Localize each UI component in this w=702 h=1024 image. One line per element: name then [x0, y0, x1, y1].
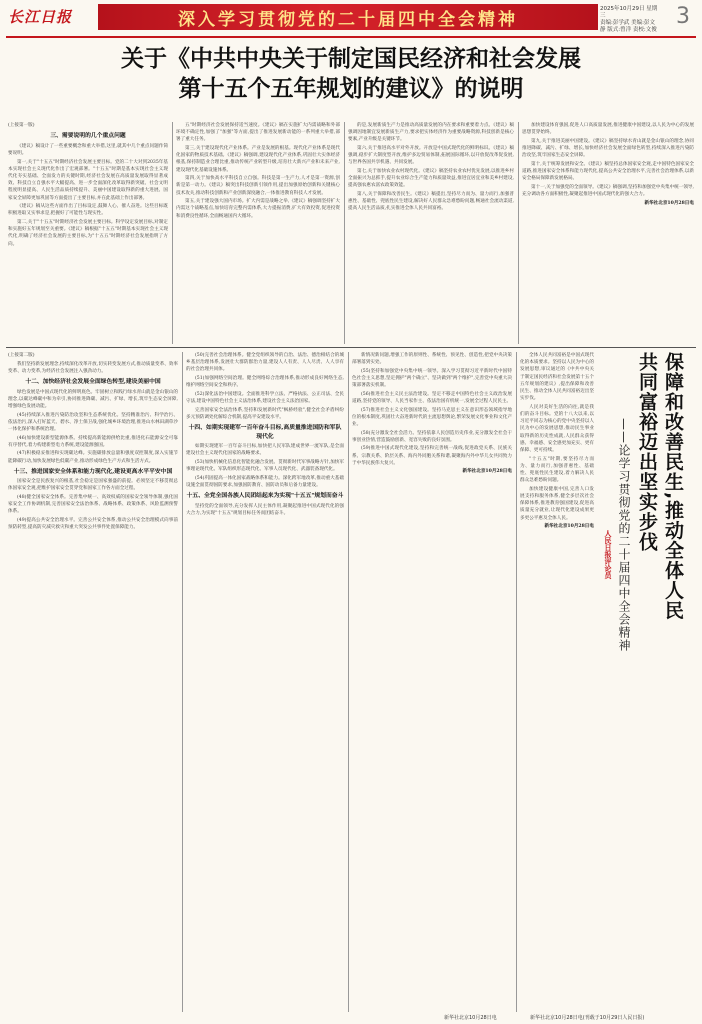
paragraph: (55)坚持和加强党中央集中统一领导。深入学习贯彻习近平新时代中国特色社会主义思想,坚定拥护"两个确立"、坚决做到"两个维护",完善党中央重大决策部署落实机制。: [352, 368, 512, 389]
paragraph: 坚持党的全面领导,充分发挥人民主体作用,凝聚起推进中国式现代化的强大合力,为实现"十五五"规划目标任务而团结奋斗。: [186, 503, 344, 516]
paragraph: 的是,发展新质生产力是推动高质量发展的内在要求和重要着力点。《建议》稿强调因地制宜发展新质生产力,要求把实体经济作为重要战略资源,科技创新是核心要素,产业升级是关键环节。: [348, 123, 514, 143]
masthead-logo: 长江日报: [8, 8, 73, 26]
paragraph: 第一,关于"十五五"时期经济社会发展主要目标。党的二十大对到2035年基本实现社会主义现代化作出了宏观部署。"十五五"时期是基本实现社会主义现代化夯实基础、全面发力的关键时期,经济社会发展在高质量发展取得显著成效、科技自立自强水平大幅提高、进一步全面深化改革取得新突破、社会文明程度明显提高、人民生活品质持续提升、美丽中国建设取得新的重大进展、国家安全屏障更加巩固等方面提出了主要目标,并在此基础上作出部署。: [8, 159, 168, 201]
paragraph: (45)持续深入推进污染防治攻坚和生态系统优化。坚持精准治污、科学治污、依法治污,深入打好蓝天、碧水、净土保卫战,强化城乡环境治理,推进山水林田湖草沙一体化保护和系统治理。: [8, 412, 178, 432]
dateline: 新华社北京10月28日电: [462, 469, 512, 475]
column-rule: [516, 352, 517, 1012]
paragraph: 第九,关于推进美丽中国建设。《建议》稿坚持绿水青山就是金山银山的理念,协同推进降碳、减污、扩绿、增长,加快经济社会发展全面绿色转型,持续深入推进污染防治攻坚,筑牢国家生态安全屏障。: [522, 138, 694, 159]
article2-column-2: [186, 352, 344, 1012]
article1-column-1: [8, 122, 168, 344]
article2-column-1: [8, 352, 178, 1012]
section-heading: 十二、加快经济社会发展全面绿色转型,建设美丽中国: [25, 379, 161, 385]
paragraph: 加快建设体育强国,促进人口高质量发展,推进健康中国建设,以人民为中心的发展思想贯穿始终。: [522, 123, 694, 136]
column-rule: [348, 352, 349, 1012]
paragraph: (52)深化法治中国建设。全面推进科学立法、严格执法、公正司法、全民守法,建设中国特色社会主义法治体系,建设社会主义法治国家。: [186, 391, 344, 404]
paragraph: (56)推进社会主义民主法治建设。坚定不移走中国特色社会主义政治发展道路,坚持党的领导、人民当家作主、依法治国有机统一,发展全过程人民民主。: [352, 391, 512, 404]
header-divider: [6, 36, 696, 38]
paragraph: 人民对美好生活的向往,就是我们的奋斗目标。党的十八大以来,以习近平同志为核心的党中央坚持以人民为中心的发展思想,推动民生事业取得新的历史性成就,人民群众获得感、幸福感、安全感更加充实、更有保障、更可持续。: [520, 404, 594, 454]
article3-subtitle: ——论学习贯彻党的二十届四中全会精神: [617, 418, 631, 652]
article1-column-4: [522, 122, 694, 344]
section-heading: 三、需要说明的几个重点问题: [50, 133, 126, 140]
article3-title-line1: 保障和改善民生,推动全体人民: [662, 352, 684, 621]
paragraph: 五"时期经济社会发展保持适当速度。《建议》稿在实施扩大内需战略和外部环境不确定性,加强了"加强"等方面,提出了推进发展新动能的一系列重大举措,部署了重大任务。: [176, 123, 340, 143]
paragraph: 第七,关于加快农业农村现代化。《建议》稿坚持农业农村优先发展,以推进乡村全面振兴为总抓手,提升农业综合生产能力和质量效益,推进宜居宜业和美乡村建设,提高强农惠农富农政策效能。: [348, 169, 514, 189]
paragraph: 第三,关于建设现代化产业体系。产业是发展的根基。现代化产业体系是现代化国家的物质技术基础。《建议》稿强调,建设现代化产业体系,巩固壮大实体经济根基,保持制造业合理比重,推动传统产业转型升级,培育壮大新兴产业和未来产业,建设现代化基础设施体系。: [176, 146, 340, 173]
paragraph: (59)推进中国式现代化建设,坚持和完善统一战线,促进政党关系、民族关系、宗教关系、阶层关系、海内外同胞关系和谐,凝聚海内外中华儿女共同致力于中华民族伟大复兴。: [352, 446, 512, 466]
footer-left: 新华社北京10月28日电: [444, 1015, 497, 1021]
paragraph: 国家安全是民族复兴的根基,社会稳定是国家强盛的前提。必须坚定不移贯彻总体国家安全观,把维护国家安全贯穿党和国家工作各方面全过程。: [8, 479, 178, 492]
column-rule: [172, 122, 173, 344]
page-number: 3: [676, 4, 690, 29]
paragraph: 新情况新问题,增强工作的原则性、系统性、预见性、创造性,把党中央决策部署落到实处。: [352, 353, 512, 366]
section-heading: 十五、全党全国各族人民团结起来为实现"十五五"规划而奋斗: [186, 493, 344, 499]
paragraph: 《建议》稿从这些方面作出了目标设定,鼓舞人心、催人奋进。这些目标既积极进取又实事求是,把握好了可能性与现实性。: [8, 204, 168, 217]
paragraph: 第五,关于建设强大国内市场。扩大内需是战略之举,《建议》稿强调坚持扩大内需这个战略基点,加快培育完整内需体系,大力提振消费,扩大有效投资,促进投资和消费良性循环,全面畅通国内大循环。: [176, 199, 340, 219]
article3-column: [520, 352, 594, 1012]
paragraph: (57)推进社会主义文化强国建设。坚持马克思主义在意识形态领域指导地位的根本制度,巩固壮大奋进新时代的主流思想舆论,繁荣发展文化事业和文化产业。: [352, 407, 512, 427]
article3-byline: 人民日报评论员: [604, 530, 612, 579]
paragraph: (49)提高公共安全治理水平。完善公共安全体系,推动公共安全治理模式向事前预防转型,提高防灾减灾救灾和重大突发公共事件处置保障能力。: [8, 518, 178, 531]
paragraph: 第四,关于加快高水平科技自立自强。科技是第一生产力,人才是第一资源,创新是第一动力。《建议》稿突出科技创新引领作用,提出加强原始创新和关键核心技术攻关,推动科技创新和产业创新深度融合,一体推进教育科技人才发展。: [176, 176, 340, 196]
issue-meta: [600, 6, 660, 34]
dateline: 新华社北京10月28日电: [544, 524, 594, 530]
paragraph: 如期实现建军一百年奋斗目标,加快把人民军队建成世界一流军队,是全面建设社会主义现代化国家的战略要求。: [186, 444, 344, 457]
paragraph: 第十,关于统筹发展和安全。《建议》稿坚持总体国家安全观,走中国特色国家安全道路,推进国家安全体系和能力现代化,提高公共安全治理水平,完善社会治理体系,以新安全格局保障新发展格局。: [522, 161, 694, 182]
paragraph: 我们坚持新发展理念,持续深化改革开放,切实转变发展方式,推动质量变革、效率变革、动力变革,为经济社会发展注入强劲动力。: [8, 361, 178, 374]
issue-date: 2025年10月29日 星期三: [600, 6, 658, 19]
paragraph: "十五五"时期,要坚持尽力而为、量力而行,加强普惠性、基础性、兜底性民生建设,着力解决人民群众急难愁盼问题。: [520, 456, 594, 484]
paragraph: 第十一,关于加强党的全面领导。《建议》稿强调,坚持和加强党中央集中统一领导,充分调动各方面积极性,凝聚起推进中国式现代化的强大合力。: [522, 184, 694, 197]
article2-column-3: [352, 352, 512, 1012]
paragraph: (50)完善社会治理体系。健全党组织领导的自治、法治、德治相结合的城乡基层治理体系,发展壮大群防群治力量,建设人人有责、人人尽责、人人享有的社会治理共同体。: [186, 353, 344, 373]
top-banner: [98, 4, 598, 30]
article1-title-line2: 第十五个五年规划的建议》的说明: [178, 76, 524, 102]
column-rule: [344, 122, 345, 344]
banner-title: 深入学习贯彻党的二十届四中全会精神: [178, 9, 518, 30]
paragraph: 第六,关于推进高水平对外开放。开放是中国式现代化的鲜明标识。《建议》稿强调,稳步扩大制度型开放,维护多边贸易体制,拓展国际循环,以开放促改革促发展,与世界各国共享机遇、共同发展。: [348, 146, 514, 166]
paragraph: 全体人民共同富裕是中国式现代化的本质要求。坚持以人民为中心的发展思想,审议通过的《中共中央关于制定国民经济和社会发展第十五个五年规划的建议》,提出保障和改善民生、推动全体人民共同富裕迈出坚实步伐。: [520, 353, 594, 402]
paragraph: 加快建设健康中国,完善人口发展支持和服务体系,健全多层次社会保障体系,推进教育强国建设,促进高质量充分就业,让现代化建设成果更多更公平惠及全体人民。: [520, 486, 594, 521]
article1-column-3: [348, 122, 514, 344]
continuation-note: (上接第二版): [8, 353, 35, 358]
paragraph: 第八,关于保障和改善民生。《建议》稿提出,坚持尽力而为、量力而行,加强普惠性、基础性、兜底性民生建设,解决好人民群众急难愁盼问题,畅通社会流动渠道,提高人民生活品质,扎实推进全体人民共同富裕。: [348, 192, 514, 212]
page-header: [0, 0, 702, 36]
paragraph: (53)加快机械化信息化智能化融合发展。贯彻新时代军事战略方针,加快军事理论现代化、军队组织形态现代化、军事人员现代化、武器装备现代化。: [186, 459, 344, 472]
article3-title-line2: 共同富裕迈出坚实步伐: [636, 352, 658, 552]
paragraph: (58)充分激发全社会活力。坚持依靠人民创造历史伟业,充分激发全社会干事创业热情,营造鼓励创新、宽容失败的良好氛围。: [352, 430, 512, 443]
editors-line: 责编:彭学武 美编:彭文静 版式:曾洋 责校:文俊: [600, 20, 657, 33]
continuation-note: (上接第一版): [8, 123, 35, 128]
article1-column-2: [176, 122, 340, 344]
paragraph: (47)积极稳妥推进和实现碳达峰。实施碳排放总量和强度双控制度,深入实施节能降碳行动,加快发展绿色低碳产业,推动形成绿色生产方式和生活方式。: [8, 451, 178, 464]
section-heading: 十三、推进国家安全体系和能力现代化,建设更高水平平安中国: [13, 468, 173, 475]
article1-title: [20, 44, 682, 104]
column-rule: [518, 122, 519, 344]
paragraph: (46)加快建设新型能源体系。持续提高新能源供给比重,推进化石能源安全可靠有序替代,着力构建新型电力系统,建设能源强国。: [8, 435, 178, 448]
paragraph: 第二,关于"十五五"时期经济社会发展主要目标。科学设定发展目标,对制定和实施好五年规划至关重要。《建议》稿根据"十五五"时期基本实现社会主义现代化,明确了经济社会发展的主要目标,为"十五五"时期经济社会发展指明了方向。: [8, 219, 168, 247]
footer-right: 新华社北京10月28日电(刊载于10月29日人民日报): [530, 1015, 645, 1021]
paragraph: (48)健全国家安全体系。完善集中统一、高效权威的国家安全领导体制,强化国家安全工作协调机制,完善国家安全法治体系、战略体系、政策体系、风险监测预警体系。: [8, 495, 178, 515]
article1-title-line1: 关于《中共中央关于制定国民经济和社会发展: [121, 46, 581, 72]
section-heading: 十四、如期实现建军一百年奋斗目标,高质量推进国防和军队现代化: [188, 425, 342, 440]
paragraph: (54)巩固提高一体化国家战略体系和能力。深化跨军地改革,推动重大基础设施全面贯彻国防要求,加强国防教育、国防动员和后备力量建设。: [186, 475, 344, 488]
paragraph: 绿色发展是中国式现代化的鲜明底色。牢固树立和践行绿水青山就是金山银山的理念,以碳达峰碳中和为牵引,协同推进降碳、减污、扩绿、增长,筑牢生态安全屏障,增强绿色发展动能。: [8, 389, 178, 409]
section-divider: [6, 347, 696, 348]
paragraph: 完善国家安全法治体系,坚持和发展新时代"枫桥经验",健全社会矛盾纠纷多元预防调处化解综合机制,提高平安建设水平。: [186, 407, 344, 420]
paragraph: 《建议》稿设计了一些重要概念和重大举措,这里,就其中几个重点问题作简要说明。: [8, 143, 168, 156]
dateline: 新华社北京10月28日电: [644, 200, 694, 206]
column-rule: [182, 352, 183, 1012]
paragraph: (51)加强网络空间治理。健全网络综合治理体系,推动形成良好网络生态,维护网络空间安全和秩序。: [186, 376, 344, 389]
